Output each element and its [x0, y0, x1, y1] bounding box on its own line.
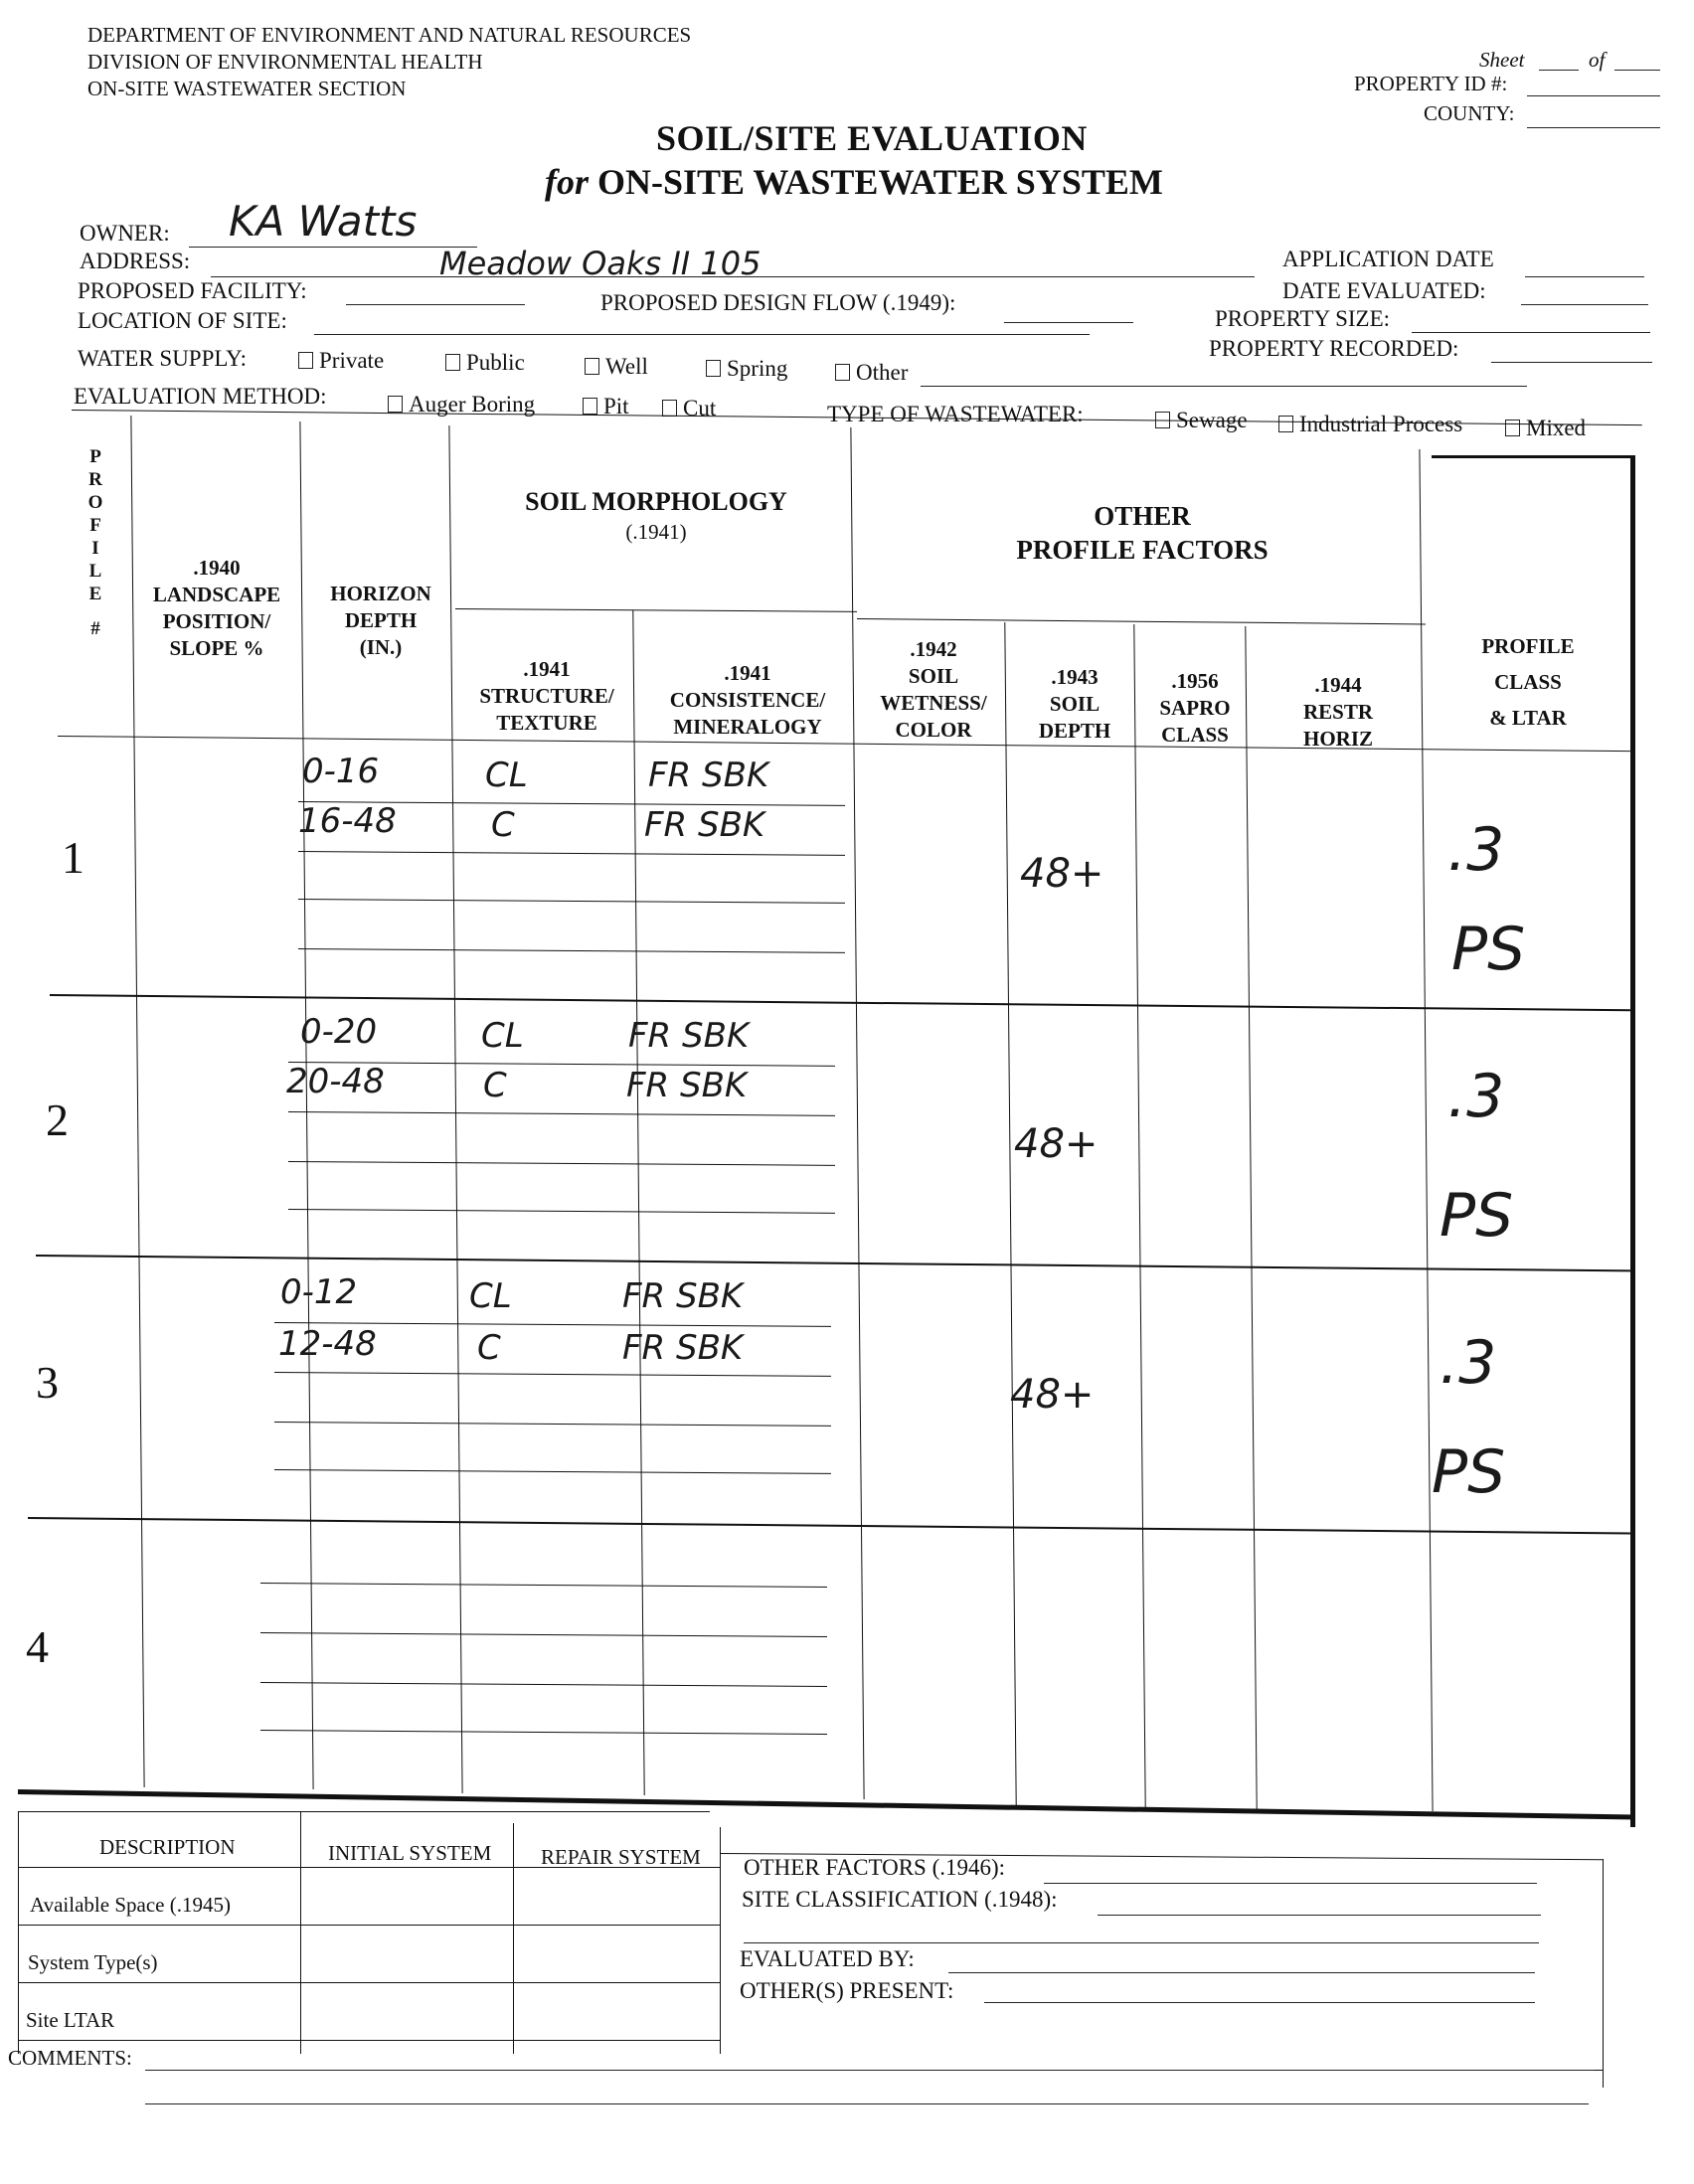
- p3-row-line-3: [274, 1422, 831, 1427]
- checkbox-icon[interactable]: [706, 360, 721, 377]
- property-id-label: PROPERTY ID #:: [1354, 72, 1508, 95]
- table-top-right-border: [1432, 455, 1634, 458]
- p1-row-line-3: [298, 899, 845, 904]
- sheet-of-label: of: [1589, 48, 1606, 72]
- p3-row-line-2: [274, 1372, 831, 1377]
- site-classification-label: SITE CLASSIFICATION (.1948):: [742, 1887, 1058, 1912]
- profile-4-number: 4: [26, 1621, 49, 1672]
- p3-r1-structure[interactable]: CL: [469, 1276, 512, 1316]
- p2-ltar[interactable]: .3: [1447, 1062, 1505, 1131]
- p1-r2-depth[interactable]: 16-48: [298, 801, 397, 841]
- county-field[interactable]: [1527, 127, 1660, 128]
- p1-r2-consistence[interactable]: FR SBK: [644, 805, 765, 845]
- property-id-field[interactable]: [1527, 95, 1660, 96]
- location-label: LOCATION OF SITE:: [78, 308, 287, 333]
- auger-boring-option[interactable]: Auger Boring: [388, 392, 535, 418]
- bt-col-1: [300, 1811, 301, 2054]
- bt-row-system-types: System Type(s): [28, 1950, 158, 1974]
- industrial-option[interactable]: Industrial Process: [1278, 412, 1462, 437]
- bt-row-line-1: [18, 1925, 720, 1926]
- p3-r2-structure[interactable]: C: [477, 1328, 501, 1368]
- profile-1-bottom: [50, 994, 1630, 1011]
- address-field[interactable]: [211, 276, 1255, 277]
- sewage-option[interactable]: Sewage: [1155, 408, 1248, 433]
- p2-soil-depth[interactable]: 48+: [1014, 1121, 1099, 1167]
- col-line-4: [632, 610, 644, 1795]
- p3-r1-consistence[interactable]: FR SBK: [622, 1276, 744, 1316]
- bt-row-line-3: [18, 2040, 720, 2041]
- bt-header-initial: INITIAL SYSTEM: [328, 1841, 492, 1865]
- p1-row-line-2: [298, 851, 845, 856]
- consistence-col-header: .1941 CONSISTENCE/ MINERALOGY: [669, 661, 826, 739]
- soil-depth-col-header: .1943 SOIL DEPTH: [1038, 665, 1111, 743]
- evaluation-method-label: EVALUATION METHOD:: [74, 384, 327, 409]
- structure-col-header: .1941 STRUCTURE/ TEXTURE: [479, 657, 614, 735]
- p1-r1-consistence[interactable]: FR SBK: [648, 756, 769, 795]
- water-other-field[interactable]: [921, 386, 1527, 387]
- agency-line-2: DIVISION OF ENVIRONMENTAL HEALTH: [87, 50, 483, 74]
- checkbox-icon[interactable]: [445, 354, 460, 371]
- other-factors-field[interactable]: [1044, 1883, 1537, 1884]
- p1-row-line-4: [298, 948, 845, 953]
- p3-class[interactable]: PS: [1432, 1437, 1506, 1507]
- bt-top-line: [18, 1811, 710, 1812]
- others-present-field[interactable]: [984, 2002, 1535, 2003]
- form-subtitle: [545, 161, 1163, 203]
- col-line-5: [850, 427, 864, 1799]
- cut-option[interactable]: Cut: [662, 396, 716, 421]
- restr-col-header: .1944 RESTR HORIZ: [1302, 673, 1374, 751]
- col-line-6: [1004, 622, 1016, 1805]
- property-recorded-field[interactable]: [1491, 362, 1652, 363]
- others-present-label: OTHER(S) PRESENT:: [740, 1978, 954, 2003]
- bt-row-site-ltar: Site LTAR: [26, 2008, 115, 2032]
- evaluated-by-label: EVALUATED BY:: [740, 1946, 915, 1971]
- col-line-8: [1245, 626, 1257, 1809]
- extra-line[interactable]: [744, 1942, 1539, 1943]
- p2-r1-depth[interactable]: 0-20: [300, 1012, 378, 1052]
- other-factors-label: OTHER FACTORS (.1946):: [744, 1855, 1006, 1880]
- evaluated-by-field[interactable]: [948, 1972, 1535, 1973]
- table-right-border: [1630, 455, 1635, 1827]
- comments-field-1[interactable]: [145, 2070, 1595, 2071]
- profile-3-bottom: [28, 1517, 1630, 1534]
- checkbox-icon[interactable]: [835, 364, 850, 381]
- mixed-option[interactable]: Mixed: [1505, 416, 1586, 441]
- profile-2-number: 2: [46, 1094, 69, 1145]
- bt-col-2: [513, 1823, 514, 2054]
- table-bottom-border: [18, 1789, 1635, 1820]
- design-flow-field[interactable]: [1004, 322, 1133, 323]
- comments-label: COMMENTS:: [8, 2046, 132, 2070]
- col-line-7: [1133, 624, 1145, 1807]
- p2-r1-consistence[interactable]: FR SBK: [628, 1016, 750, 1056]
- owner-field[interactable]: [189, 247, 477, 248]
- p2-row-line-3: [288, 1161, 835, 1166]
- water-well-option[interactable]: Well: [585, 354, 648, 380]
- sheet-label: Sheet: [1479, 48, 1525, 72]
- address-label: ADDRESS:: [80, 249, 191, 273]
- checkbox-icon[interactable]: [1505, 420, 1520, 436]
- p2-r2-consistence[interactable]: FR SBK: [626, 1066, 748, 1105]
- other-sub-line: [857, 618, 1426, 624]
- p3-row-line-4: [274, 1469, 831, 1474]
- p1-soil-depth[interactable]: 48+: [1020, 851, 1104, 897]
- checkbox-icon[interactable]: [583, 398, 597, 415]
- p2-row-line-2: [288, 1111, 835, 1116]
- subtitle-rest: ON-SITE WASTEWATER SYSTEM: [597, 162, 1163, 202]
- p3-r2-consistence[interactable]: FR SBK: [622, 1328, 744, 1368]
- sheet-of-field[interactable]: [1614, 70, 1660, 71]
- water-spring-option[interactable]: Spring: [706, 356, 787, 382]
- profile-2-bottom: [36, 1255, 1630, 1271]
- proposed-facility-label: PROPOSED FACILITY:: [78, 278, 307, 303]
- p2-r2-depth[interactable]: 20-48: [286, 1062, 385, 1101]
- comments-field-2[interactable]: [145, 2103, 1589, 2104]
- checkbox-icon[interactable]: [298, 352, 313, 369]
- landscape-col-header: .1940 LANDSCAPE POSITION/ SLOPE %: [152, 556, 281, 660]
- site-classification-field[interactable]: [1098, 1915, 1541, 1916]
- p3-ltar[interactable]: .3: [1440, 1328, 1497, 1398]
- profile-3-number: 3: [36, 1357, 59, 1408]
- pit-option[interactable]: Pit: [583, 394, 629, 420]
- sapro-col-header: .1956 SAPRO CLASS: [1159, 669, 1231, 747]
- profile-1-number: 1: [62, 832, 85, 883]
- p1-class[interactable]: PS: [1451, 915, 1526, 984]
- horizon-col-header: HORIZON DEPTH (IN.): [330, 582, 431, 659]
- p4-row-line-2: [260, 1632, 827, 1637]
- water-other-option[interactable]: Other: [835, 360, 908, 386]
- design-flow-label: PROPOSED DESIGN FLOW (.1949):: [600, 290, 956, 315]
- p2-row-line-4: [288, 1209, 835, 1214]
- bt-header-description: DESCRIPTION: [99, 1835, 236, 1859]
- sheet-field[interactable]: [1539, 70, 1579, 71]
- p3-soil-depth[interactable]: 48+: [1010, 1372, 1095, 1418]
- location-field[interactable]: [314, 334, 1090, 335]
- p2-r1-structure[interactable]: CL: [481, 1016, 524, 1056]
- wastewater-label: TYPE OF WASTEWATER:: [827, 402, 1084, 426]
- p2-class[interactable]: PS: [1440, 1181, 1514, 1251]
- checkbox-icon[interactable]: [388, 396, 403, 413]
- checkbox-icon[interactable]: [1278, 416, 1293, 432]
- p4-row-line-1: [260, 1583, 827, 1588]
- rb-right-line: [1603, 1859, 1604, 2088]
- p4-row-line-3: [260, 1682, 827, 1687]
- application-date-label: APPLICATION DATE: [1282, 247, 1494, 271]
- checkbox-icon[interactable]: [585, 358, 599, 375]
- bt-row-line-2: [18, 1982, 720, 1983]
- address-value[interactable]: Meadow Oaks II 105: [439, 245, 762, 282]
- water-private-option[interactable]: Private: [298, 348, 384, 374]
- p1-r1-structure[interactable]: CL: [485, 756, 528, 795]
- p2-r2-structure[interactable]: C: [483, 1066, 507, 1105]
- p1-r1-depth[interactable]: 0-16: [302, 752, 380, 791]
- owner-label: OWNER:: [80, 221, 170, 246]
- wetness-col-header: .1942 SOIL WETNESS/ COLOR: [880, 637, 987, 742]
- profile-col-header: P R O F I L E #: [87, 446, 103, 639]
- property-size-label: PROPERTY SIZE:: [1215, 306, 1391, 331]
- subtitle-for: for: [545, 162, 589, 202]
- p3-r1-depth[interactable]: 0-12: [280, 1272, 358, 1312]
- p1-r2-structure[interactable]: C: [491, 805, 515, 845]
- p1-ltar[interactable]: .3: [1447, 815, 1505, 885]
- bt-header-repair: REPAIR SYSTEM: [541, 1845, 701, 1869]
- bt-row-available-space: Available Space (.1945): [30, 1893, 231, 1917]
- proposed-facility-field[interactable]: [346, 304, 525, 305]
- profile-class-col-header: PROFILE CLASS & LTAR: [1481, 634, 1575, 730]
- water-supply-label: WATER SUPPLY:: [78, 346, 248, 371]
- other-profile-header: OTHER PROFILE FACTORS: [1016, 501, 1269, 565]
- bt-col-3: [720, 1827, 721, 2054]
- agency-line-1: DEPARTMENT OF ENVIRONMENT AND NATURAL RESOURCES: [87, 23, 692, 47]
- date-evaluated-label: DATE EVALUATED:: [1282, 278, 1486, 303]
- p4-row-line-4: [260, 1730, 827, 1735]
- date-evaluated-field[interactable]: [1521, 304, 1648, 305]
- property-size-field[interactable]: [1412, 332, 1650, 333]
- application-date-field[interactable]: [1525, 276, 1644, 277]
- county-label: COUNTY:: [1424, 101, 1515, 125]
- p3-r2-depth[interactable]: 12-48: [278, 1324, 377, 1364]
- morph-sub-line: [455, 608, 857, 612]
- property-recorded-label: PROPERTY RECORDED:: [1209, 336, 1459, 361]
- agency-line-3: ON-SITE WASTEWATER SECTION: [87, 77, 407, 100]
- checkbox-icon[interactable]: [662, 400, 677, 417]
- form-title: SOIL/SITE EVALUATION: [656, 118, 1088, 158]
- bt-left-line: [18, 1811, 19, 2054]
- soil-morphology-header: SOIL MORPHOLOGY (.1941): [525, 487, 787, 544]
- owner-value[interactable]: KA Watts: [229, 197, 418, 246]
- water-public-option[interactable]: Public: [445, 350, 525, 376]
